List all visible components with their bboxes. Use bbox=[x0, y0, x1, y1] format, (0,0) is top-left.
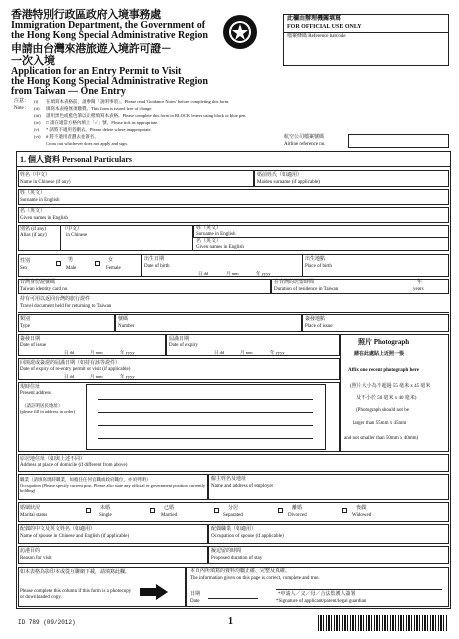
alias-surname-label: 姓（英文） bbox=[196, 226, 222, 231]
surname-english-label: 姓（英文） bbox=[20, 191, 46, 196]
dob-day-hint: 日 dd bbox=[198, 271, 209, 276]
photo-size-zh-1: (照片大小為不超過 55 毫米 x 45 毫米 bbox=[350, 384, 431, 389]
doc-number-label-en: Number bbox=[118, 324, 135, 329]
marital-label-en: Marital status bbox=[20, 513, 48, 518]
date-issue-label: 簽發日期 bbox=[20, 337, 41, 342]
spouse-occupation-label: 配偶職業（如適用） bbox=[211, 527, 257, 532]
reentry-label: 回境證或簽證的屆滿日期（如持有該等證件） bbox=[20, 361, 121, 366]
official-use-label-en: FOR OFFICIAL USE ONLY bbox=[287, 24, 362, 30]
spouse-occupation-label-en: Occupation of spouse (if applicable) bbox=[211, 534, 284, 539]
marital-divorced-label-en: Divorced bbox=[288, 513, 307, 518]
sex-male-checkbox[interactable] bbox=[56, 261, 61, 266]
doc-type-label: 類別 bbox=[20, 317, 31, 322]
present-address-label: 現時住址 bbox=[20, 385, 41, 390]
header-title-zh: 香港特別行政區政府入境事務處 bbox=[11, 9, 161, 21]
note-item: (iv) □ 請在適當方格內填上「✓」號。Please tick as appropriate. bbox=[34, 120, 159, 125]
note-item: (v) * 請將不適用者刪去。Please delete where inappropriate. bbox=[34, 127, 152, 132]
reentry-year-hint: 年 yyyy bbox=[120, 374, 135, 379]
years-label: 年 bbox=[417, 280, 423, 285]
official-use-label-zh: 此欄由辦理機關填寫 bbox=[287, 16, 342, 22]
expiry-year-hint: 年 yyyy bbox=[270, 350, 285, 355]
marital-separated-label-en: Separated bbox=[223, 513, 243, 518]
reentry-label-en: Date of expiry of re-entry permit or visit (if applicable) bbox=[20, 367, 131, 372]
photo-size-en-3: and not smaller than 50mm x 40mm) bbox=[344, 436, 419, 441]
travel-doc-label-en: Travel document held for returning to Taiwan bbox=[20, 304, 112, 309]
reentry-day-hint: 日 dd bbox=[64, 374, 75, 379]
notes-heading-en: Note : bbox=[14, 106, 27, 111]
sex-female-checkbox[interactable] bbox=[95, 261, 100, 266]
name-chinese-label: 姓名（中文） bbox=[20, 173, 51, 178]
pob-label-en: Place of birth bbox=[305, 264, 332, 269]
photocopy-notice-en: Please complete this column if this form is a photocopy or downloaded copy. bbox=[20, 589, 132, 600]
place-issue-label-en: Place of issue bbox=[305, 324, 333, 329]
marital-widowed-label: 喪偶 bbox=[356, 506, 367, 511]
present-address-note: （請註明居民地址） bbox=[22, 403, 63, 408]
reentry-month-hint: 月 mm bbox=[90, 374, 103, 379]
reason-label-en: Reason for visit bbox=[20, 556, 52, 561]
alias-given-label: 名（英文） bbox=[196, 239, 222, 244]
marital-married-checkbox[interactable] bbox=[150, 508, 155, 513]
given-names-english-input[interactable] bbox=[18, 207, 449, 223]
present-address-label-en: Present address bbox=[20, 391, 51, 396]
alias-chinese-label-en: in Chinese bbox=[66, 233, 88, 238]
date-expiry-label: 屆滿日期 bbox=[169, 337, 190, 342]
travel-doc-label: 持有可用以返回台灣的旅行證件 bbox=[20, 297, 91, 302]
notes-list bbox=[34, 99, 284, 148]
marital-single-checkbox[interactable] bbox=[86, 508, 91, 513]
sex-label-en: Sex bbox=[20, 266, 28, 271]
male-label-en: Male bbox=[66, 266, 77, 271]
airline-ref-label-en: Airline reference no. bbox=[284, 142, 326, 147]
alias-chinese-label: （中文） bbox=[62, 227, 83, 232]
name-chinese-input[interactable] bbox=[18, 170, 254, 187]
given-names-label: 名（英文） bbox=[20, 209, 46, 214]
stay-label-en: Proposed duration of stay bbox=[211, 556, 263, 561]
header-subtitle-zh-2: 一次入境 bbox=[11, 55, 55, 67]
note-last-line: Cross out whichever does not apply and sign. bbox=[46, 141, 128, 146]
present-address-note-en: (please fill in address in order) bbox=[20, 409, 76, 414]
doc-number-input[interactable] bbox=[115, 314, 302, 332]
section-1-title: 1. 個人資料 Personal Particulars bbox=[20, 155, 132, 164]
photo-size-en-2: larger than 55mm x 45mm bbox=[353, 421, 407, 426]
marital-divorced-checkbox[interactable] bbox=[278, 508, 283, 513]
photo-instruction-zh: 請在此處貼上近照一張 bbox=[354, 352, 405, 357]
occupation-label: 職業（請填寫現時職業，如擔任任何官職或政府職位，亦須列明） bbox=[20, 477, 151, 482]
reason-label: 訪港目的 bbox=[20, 549, 41, 554]
spouse-name-label-en: Name of spouse in Chinese and English (if applicable) bbox=[20, 534, 130, 539]
dob-month-hint: 月 mm bbox=[226, 271, 239, 276]
issue-day-hint: 日 dd bbox=[64, 350, 75, 355]
maiden-surname-label-en: Maiden surname (if applicable) bbox=[257, 180, 320, 185]
marital-widowed-checkbox[interactable] bbox=[342, 508, 347, 513]
alias-surname-label-en: Surname in English bbox=[196, 232, 236, 237]
maiden-surname-input[interactable] bbox=[254, 170, 449, 187]
maiden-surname-label: 婚前姓氏（如適用） bbox=[257, 173, 303, 178]
employer-label-en: Name and address of employer bbox=[211, 484, 274, 489]
marital-separated-checkbox[interactable] bbox=[214, 508, 219, 513]
declaration-date-input[interactable] bbox=[208, 598, 258, 599]
male-label: 男 bbox=[68, 258, 74, 263]
residence-label: 在台灣的居留時間 bbox=[274, 280, 315, 285]
signature-label-zh: *申請人／父／母／合法監護人簽署 bbox=[278, 592, 356, 597]
photocopy-notice-zh: 如本表格為影印本或從互聯網下載，請填寫此欄。 bbox=[20, 570, 131, 575]
header-subtitle-en-1: Application for an Entry Permit to Visit bbox=[11, 66, 182, 77]
issue-month-hint: 月 mm bbox=[90, 350, 103, 355]
note-item: (iii) 請用黑色或藍色筆以正楷填寫本表格。Please complete this form in BLOCK letters using black or blue pen. bbox=[34, 113, 247, 118]
note-item: (ii) 填寫本表格無須繳費。This form is issued free of charge. bbox=[34, 106, 153, 111]
name-chinese-label-en: Name in Chinese (if any) bbox=[20, 180, 71, 185]
issue-year-hint: 年 yyyy bbox=[120, 350, 135, 355]
marital-status-row bbox=[18, 502, 449, 522]
header-subtitle-en-3: from Taiwan — One Entry bbox=[11, 86, 126, 97]
declaration-zh: 本頁內所填寫的資料均屬正確、完整及真確。 bbox=[190, 569, 291, 574]
dob-label: 出生日期 bbox=[144, 257, 165, 262]
note-item: (i) 在填寫本表格前，請參閱「說明事項」。Please read 'Guidance Notes' before completing this form. bbox=[34, 99, 230, 104]
airline-ref-input[interactable] bbox=[348, 134, 449, 148]
female-label: 女 bbox=[108, 258, 114, 263]
marital-single-label-en: Single bbox=[99, 513, 112, 518]
reference-barcode-label: 檔案條碼 Reference barcode bbox=[287, 34, 346, 39]
doc-type-label-en: Type bbox=[20, 324, 30, 329]
marital-married-label: 已婚 bbox=[164, 506, 175, 511]
barcode-icon bbox=[318, 615, 448, 631]
alias-label: 別名 (if any) bbox=[20, 227, 47, 232]
header-subtitle-en-2: the Hong Kong Special Administrative Region bbox=[11, 76, 208, 87]
alias-label-en: Alias (if any) bbox=[20, 233, 47, 238]
occupation-label-en: Occupation (Please specify current post. Please also state any official or government position currently holding) bbox=[20, 483, 206, 493]
surname-english-input[interactable] bbox=[18, 189, 449, 205]
female-label-en: Female bbox=[106, 266, 121, 271]
doc-type-input[interactable] bbox=[18, 314, 115, 332]
note-item: (vi) # 將不適用者劃去並簽名。 bbox=[34, 134, 99, 139]
marital-married-label-en: Married bbox=[161, 513, 178, 518]
expiry-month-hint: 月 mm bbox=[240, 350, 253, 355]
dob-year-hint: 年 yyyy bbox=[256, 271, 271, 276]
airline-ref-label-zh: 航空公司檔案號碼 bbox=[284, 135, 325, 140]
photo-title: 照片 Photograph bbox=[358, 338, 410, 346]
expiry-day-hint: 日 dd bbox=[214, 350, 225, 355]
marital-widowed-label-en: Widowed bbox=[352, 513, 372, 518]
marital-separated-label: 分居 bbox=[228, 506, 239, 511]
domicile-label: 原居地住址（如與上述不同） bbox=[20, 457, 86, 462]
signature-label-en: *Signature of applicant/parent/legal guardian bbox=[276, 599, 367, 604]
given-names-label-en: Given names in English bbox=[20, 216, 68, 221]
marital-label: 婚姻狀況 bbox=[20, 506, 41, 511]
header-subtitle-zh-1: 申請由台灣來港旅遊入境許可證－ bbox=[11, 43, 172, 55]
photo-instruction-en: Affix one recent photograph here bbox=[348, 368, 419, 373]
spouse-name-label: 配偶的中文及英文姓名（如適用） bbox=[20, 527, 96, 532]
declaration-date-label-en: Date bbox=[190, 599, 200, 604]
hksar-emblem-icon bbox=[222, 14, 258, 50]
alias-chinese-input[interactable] bbox=[60, 225, 193, 251]
declaration-date-label: 日期 bbox=[190, 592, 201, 597]
taiwan-id-label-en: Taiwan identity card no. bbox=[20, 287, 69, 292]
photo-size-en-1: (Photograph should not be bbox=[356, 408, 409, 413]
surname-english-label-en: Surname in English bbox=[20, 198, 60, 203]
present-address-input[interactable] bbox=[86, 384, 326, 450]
sex-label: 性別 bbox=[20, 259, 31, 264]
dob-label-en: Date of birth bbox=[144, 264, 170, 269]
marital-single-label: 未婚 bbox=[100, 506, 111, 511]
marital-divorced-label: 離婚 bbox=[292, 506, 303, 511]
header-title-en-1: Immigration Department, the Government of bbox=[11, 20, 206, 31]
doc-number-label: 號碼 bbox=[118, 317, 129, 322]
employer-label: 僱主姓名及地址 bbox=[211, 477, 247, 482]
header-title-en-2: the Hong Kong Special Administrative Region bbox=[11, 30, 208, 41]
stay-label: 擬逗留的時間 bbox=[211, 549, 242, 554]
pob-label: 出生地點 bbox=[305, 257, 326, 262]
page-number: 1 bbox=[228, 616, 233, 627]
form-code: ID 789 (09/2012) bbox=[18, 619, 76, 626]
photo-size-zh-2: 及不小於 50 毫米 x 40 毫米) bbox=[356, 396, 417, 401]
alias-given-label-en: Given names in English bbox=[196, 245, 244, 250]
taiwan-id-label: 台灣身份證號碼 bbox=[20, 280, 56, 285]
residence-label-en: Duration of residence in Taiwan bbox=[274, 287, 339, 292]
domicile-label-en: Address at place of domicile (if different from above) bbox=[20, 463, 128, 468]
years-label-en: years bbox=[413, 287, 424, 292]
date-issue-label-en: Date of issue bbox=[20, 343, 47, 348]
date-expiry-label-en: Date of expiry bbox=[169, 343, 198, 348]
notes-heading: 注意： bbox=[14, 99, 30, 104]
declaration-en: The information given on this page is correct, complete and true. bbox=[190, 576, 320, 581]
arrow-right-icon bbox=[140, 584, 168, 600]
declaration-signature-input[interactable] bbox=[276, 589, 442, 590]
place-issue-label: 簽發地點 bbox=[305, 317, 326, 322]
